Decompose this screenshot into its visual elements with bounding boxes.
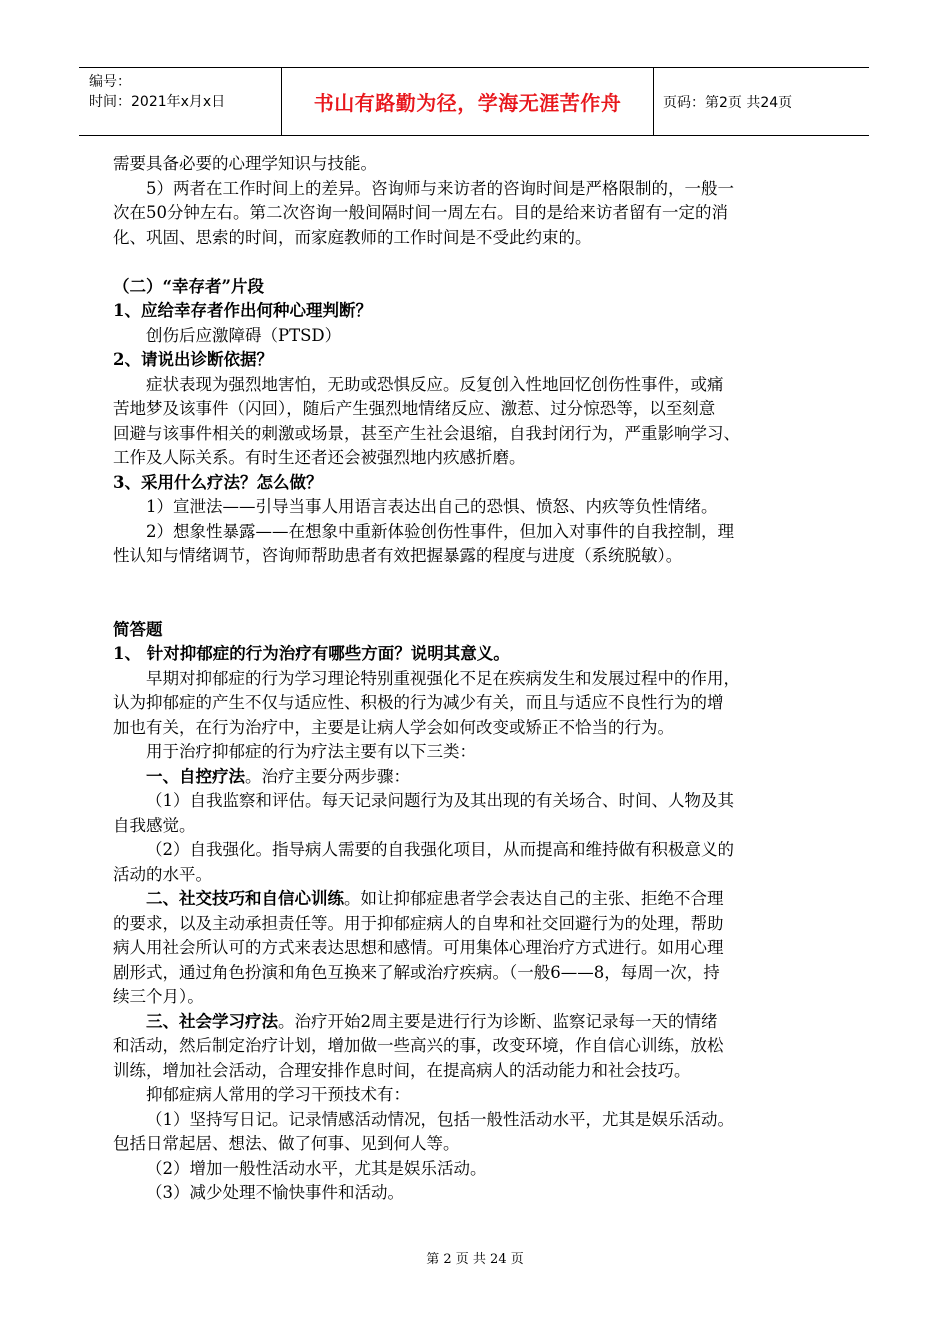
answer-line: 症状表现为强烈地害怕，无助或恐惧反应。反复创入性地回忆创伤性事件，或痛 bbox=[146, 374, 724, 394]
therapy-heading-line bbox=[113, 887, 840, 912]
paragraph-line: 的要求，以及主动承担责任等。用于抑郁症病人的自卑和社交回避行为的处理，帮助 bbox=[113, 913, 724, 933]
paragraph-line: 用于治疗抑郁症的行为疗法主要有以下三类： bbox=[146, 742, 476, 761]
section-heading: 简答题 bbox=[113, 619, 163, 639]
document-body bbox=[113, 152, 840, 1206]
paragraph-line: （2）自我强化。指导病人需要的自我强化项目，从而提高和维持做有积极意义的 bbox=[146, 840, 734, 859]
question-heading: 1、应给幸存者作出何种心理判断？ bbox=[113, 301, 372, 320]
paragraph-line: 5）两者在工作时间上的差异。咨询师与来访者的咨询时间是严格限制的，一般一 bbox=[146, 178, 734, 198]
paragraph-line: 包括日常起居、想法、做了何事、见到何人等。 bbox=[113, 1134, 460, 1153]
answer-line: 回避与该事件相关的刺激或场景，甚至产生社会退缩，自我封闭行为，严重影响学习、 bbox=[113, 423, 740, 443]
paragraph-line: 和活动，然后制定治疗计划，增加做一些高兴的事，改变环境，作自信心训练，放松 bbox=[113, 1036, 724, 1055]
therapy-title: 三、社会学习疗法 bbox=[146, 1011, 278, 1031]
answer-line: 2）想象性暴露——在想象中重新体验创伤性事件，但加入对事件的自我控制，理 bbox=[146, 521, 734, 541]
therapy-text: 。如让抑郁症患者学会表达自己的主张、拒绝不合理 bbox=[344, 889, 724, 908]
question-heading: 3、采用什么疗法？怎么做？ bbox=[113, 472, 323, 492]
paragraph-line: 加也有关，在行为治疗中，主要是让病人学会如何改变或矫正不恰当的行为。 bbox=[113, 717, 674, 737]
paragraph-line: 自我感觉。 bbox=[113, 815, 196, 835]
header-date: 时间：2021年x月x日 bbox=[89, 94, 226, 110]
paragraph-line: 续三个月）。 bbox=[113, 987, 204, 1006]
paragraph-line: （2）增加一般性活动水平，尤其是娱乐活动。 bbox=[146, 1158, 487, 1178]
paragraph-line: （3）减少处理不愉快事件和活动。 bbox=[146, 1183, 404, 1202]
section-heading: （二）“幸存者”片段 bbox=[113, 276, 264, 296]
paragraph-line: 早期对抑郁症的行为学习理论特别重视强化不足在疾病发生和发展过程中的作用， bbox=[146, 668, 740, 688]
answer-line: 1）宣泄法——引导当事人用语言表达出自己的恐惧、愤怒、内疚等负性情绪。 bbox=[146, 497, 718, 516]
paragraph-line: 训练，增加社会活动，合理安排作息时间，在提高病人的活动能力和社会技巧。 bbox=[113, 1060, 691, 1080]
paragraph-line: 剧形式，通过角色扮演和角色互换来了解或治疗疾病。（一般6——8，每周一次，持 bbox=[113, 962, 720, 982]
paragraph-line: 认为抑郁症的产生不仅与适应性、积极的行为减少有关，而且与适应不良性行为的增 bbox=[113, 693, 724, 712]
therapy-text: 。治疗开始2周主要是进行行为诊断、监察记录每一天的情绪 bbox=[278, 1011, 718, 1031]
therapy-text: 。治疗主要分两步骤： bbox=[245, 766, 410, 786]
answer-line: 苦地梦及该事件（闪回），随后产生强烈地情绪反应、激惹、过分惊恐等，以至刻意 bbox=[113, 399, 716, 418]
paragraph-line: 需要具备必要的心理学知识与技能。 bbox=[113, 154, 377, 173]
header-info-cell bbox=[79, 68, 282, 135]
paragraph-line: 病人用社会所认可的方式来表达思想和感情。可用集体心理治疗方式进行。如用心理 bbox=[113, 938, 724, 957]
paragraph-line: （1）坚持写日记。记录情感活动情况，包括一般性活动水平，尤其是娱乐活动。 bbox=[146, 1109, 734, 1129]
therapy-heading-line bbox=[113, 1010, 840, 1035]
header-page-number: 页码：第2页 共24页 bbox=[663, 94, 793, 111]
answer-line: 创伤后应激障碍（PTSD） bbox=[146, 325, 342, 345]
therapy-heading-line bbox=[113, 765, 840, 790]
answer-line: 工作及人际关系。有时生还者还会被强烈地内疚感折磨。 bbox=[113, 448, 526, 467]
paragraph-line: （1）自我监察和评估。每天记录问题行为及其出现的有关场合、时间、人物及其 bbox=[146, 791, 734, 810]
question-heading: 1、 针对抑郁症的行为治疗有哪些方面？说明其意义。 bbox=[113, 644, 510, 663]
paragraph-line: 化、巩固、思索的时间，而家庭教师的工作时间是不受此约束的。 bbox=[113, 227, 592, 247]
answer-line: 性认知与情绪调节，咨询师帮助患者有效把握暴露的程度与进度（系统脱敏）。 bbox=[113, 546, 683, 565]
therapy-title: 二、社交技巧和自信心训练 bbox=[146, 889, 344, 908]
paragraph-line: 活动的水平。 bbox=[113, 864, 212, 884]
paragraph-line: 抑郁症病人常用的学习干预技术有： bbox=[146, 1085, 410, 1104]
page-header bbox=[79, 67, 869, 136]
header-number: 编号： bbox=[89, 74, 131, 90]
page-footer: 第 2 页 共 24 页 bbox=[426, 1252, 524, 1267]
question-heading: 2、请说出诊断依据？ bbox=[113, 350, 273, 369]
header-motto: 书山有路勤为径，学海无涯苦作舟 bbox=[282, 68, 654, 135]
therapy-title: 一、自控疗法 bbox=[146, 766, 245, 786]
paragraph-line: 次在50分钟左右。第二次咨询一般间隔时间一周左右。目的是给来访者留有一定的消 bbox=[113, 203, 728, 222]
